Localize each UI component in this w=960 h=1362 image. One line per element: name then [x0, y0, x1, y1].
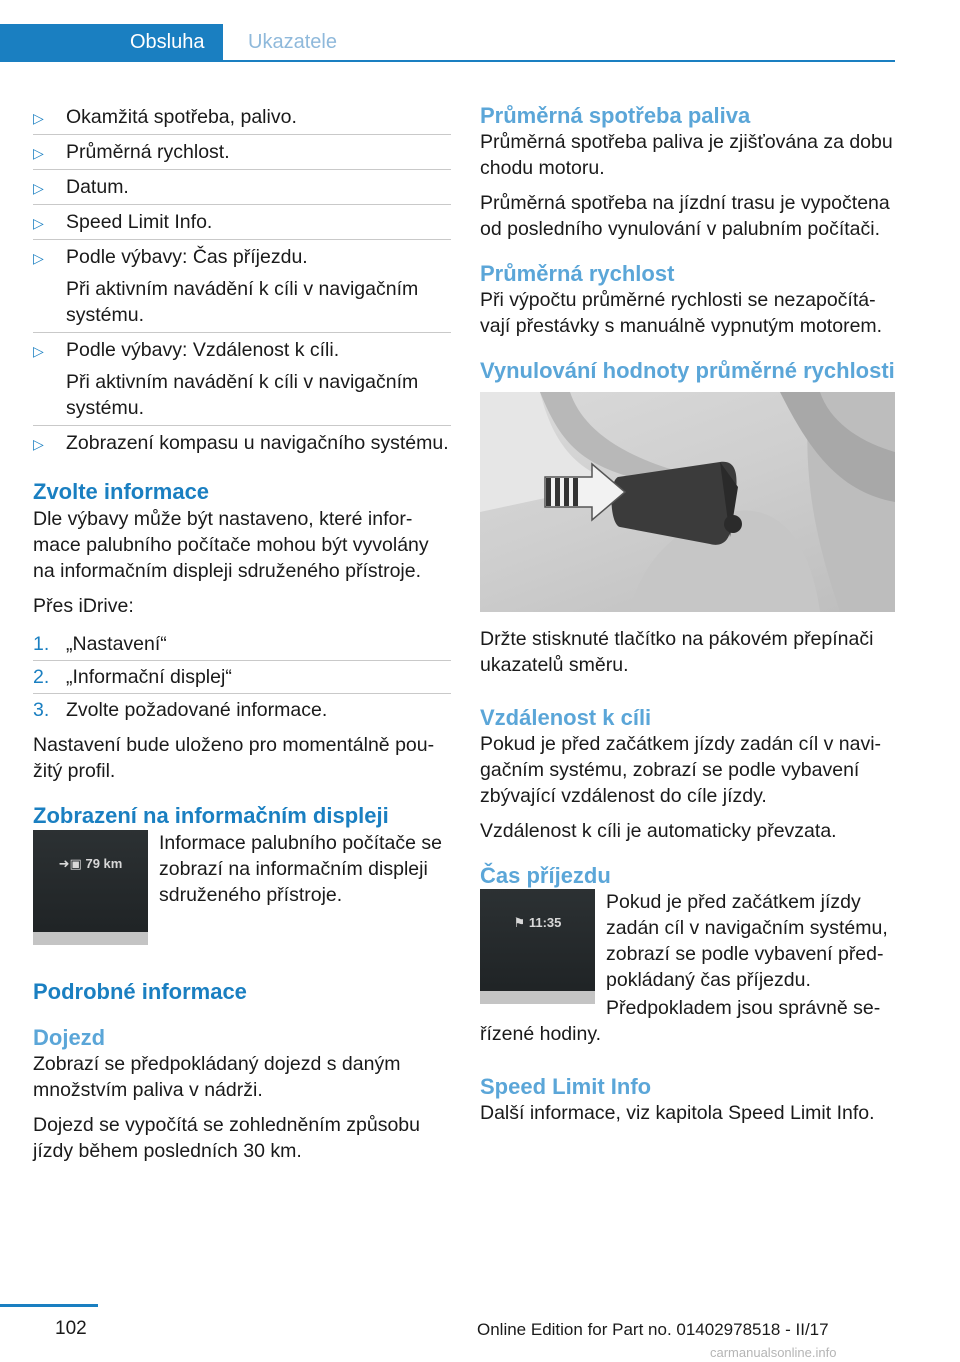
- paragraph: Pokud je před začátkem jízdy zadán cíl v navigačním systému, zobrazí se podle vybavení zbývající vzdálenost do cíle jízdy.: [480, 733, 882, 807]
- header-tabbar: [0, 24, 895, 62]
- list-item: ▷ Podle výbavy: Vzdálenost k cíli. Při aktivním navádění k cíli v navigačním systému.: [33, 333, 451, 426]
- list-item: ▷ Okamžitá spotřeba, palivo.: [33, 100, 451, 135]
- paragraph: Nastavení bude uloženo pro momentálně použitý profil.: [33, 734, 435, 782]
- list-item: 3. Zvolte požadované informace.: [33, 699, 328, 721]
- paragraph: Zobrazí se předpokládaný dojezd s daným množstvím paliva v nádrži.: [33, 1053, 401, 1101]
- triangle-bullet-icon: ▷: [33, 145, 44, 161]
- display-readout: ➜▣ 79 km: [58, 856, 123, 871]
- paragraph: Dojezd se vypočítá se zohledněním způsobu jízdy během posledních 30 km.: [33, 1114, 420, 1162]
- arrival-time-display-image: [480, 889, 595, 1004]
- tab-obsluha[interactable]: Obsluha: [0, 24, 223, 60]
- lever-illustration: [480, 392, 895, 612]
- list-item: ▷ Zobrazení kompasu u navigačního systému.: [33, 426, 451, 460]
- paragraph: Informace palubního počítače se zobrazí na informačním displeji sdruženého přístroje.: [159, 832, 442, 906]
- steps-list: [33, 628, 451, 726]
- paragraph: Přes iDrive:: [33, 595, 134, 617]
- paragraph: Držte stisknuté tlačítko na pákovém přepínači ukazatelů směru.: [480, 628, 874, 676]
- flag-icon: ⚑: [513, 915, 526, 930]
- page-number: 102: [55, 1318, 87, 1339]
- heading-podrobne: Podrobné informace: [33, 979, 247, 1004]
- clock-block: [480, 889, 898, 1007]
- paragraph: Průměrná spotřeba na jízdní trasu je vypočtena od posledního vynulování v palubním počítači.: [480, 192, 890, 240]
- display-bezel: [33, 932, 148, 945]
- header-divider: [0, 60, 895, 62]
- display-block: [33, 830, 451, 948]
- list-item: 2. „Informační displej“: [33, 661, 451, 694]
- right-column: [480, 100, 898, 1135]
- triangle-bullet-icon: ▷: [33, 215, 44, 231]
- paragraph: Předpokladem jsou správně seřízené hodiny.: [480, 997, 881, 1045]
- triangle-bullet-icon: ▷: [33, 180, 44, 196]
- edition-text: Online Edition for Part no. 01402978518 - II/17: [477, 1320, 829, 1339]
- display-readout: ⚑ 11:35: [513, 915, 562, 930]
- tab-ukazatele[interactable]: Ukazatele: [248, 31, 337, 53]
- watermark: carmanualsonline.info: [710, 1345, 837, 1360]
- fuel-range-icon: ➜▣: [58, 856, 82, 871]
- heading-prumerna-rychlost: Průměrná rychlost: [480, 261, 675, 286]
- footer-accent-line: [0, 1304, 98, 1307]
- heading-zobrazeni: Zobrazení na informačním displeji: [33, 803, 389, 828]
- list-item: ▷ Průměrná rychlost.: [33, 135, 451, 170]
- heading-vynulovani: Vynulování hodnoty průměrné rychlosti: [480, 358, 895, 383]
- triangle-bullet-icon: ▷: [33, 436, 44, 452]
- heading-cas-prijezdu: Čas příjezdu: [480, 863, 611, 888]
- info-bullet-list: [33, 100, 451, 460]
- paragraph: Dle výbavy může být nastaveno, které informace palubního počítače mohou být vyvolány na informačním displeji sdruženého přístroje.: [33, 508, 429, 582]
- paragraph: Při výpočtu průměrné rychlosti se nezapočítávají přestávky s manuálně vypnutým motorem.: [480, 289, 883, 337]
- paragraph: Průměrná spotřeba paliva je zjišťována za dobu chodu motoru.: [480, 131, 893, 179]
- heading-vzdalenost: Vzdálenost k cíli: [480, 705, 652, 730]
- heading-zvolte-informace: Zvolte informace: [33, 479, 210, 504]
- list-item: ▷ Speed Limit Info.: [33, 205, 451, 240]
- paragraph: Vzdálenost k cíli je automaticky převzata.: [480, 820, 837, 842]
- triangle-bullet-icon: ▷: [33, 110, 44, 126]
- list-item: ▷ Datum.: [33, 170, 451, 205]
- heading-speed-limit: Speed Limit Info: [480, 1074, 652, 1099]
- paragraph: Pokud je před začátkem jízdy zadán cíl v navigačním systému, zobrazí se podle vybavení předpokládaný čas příjezdu.: [606, 891, 888, 991]
- display-bezel: [480, 991, 595, 1004]
- turn-signal-lever-image: [480, 392, 895, 612]
- left-column: [33, 100, 451, 1173]
- list-item: ▷ Podle výbavy: Čas příjezdu. Při aktivním navádění k cíli v navigačním systému.: [33, 240, 451, 333]
- triangle-bullet-icon: ▷: [33, 250, 44, 266]
- heading-dojezd: Dojezd: [33, 1025, 106, 1050]
- paragraph: Další informace, viz kapitola Speed Limit Info.: [480, 1102, 875, 1124]
- triangle-bullet-icon: ▷: [33, 343, 44, 359]
- list-item: 1. „Nastavení“: [33, 628, 451, 661]
- info-display-image: [33, 830, 148, 945]
- heading-prumerna-spotreba: Průměrná spotřeba paliva: [480, 103, 751, 128]
